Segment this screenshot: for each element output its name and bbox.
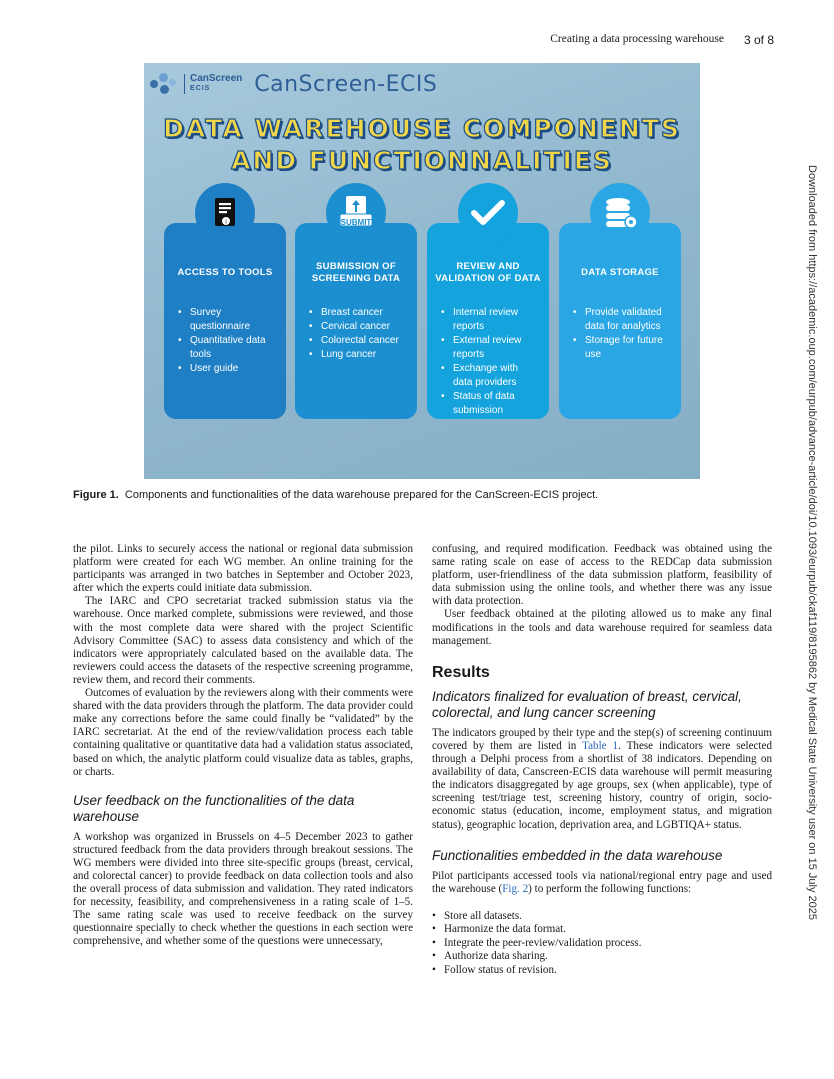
section-subheading: Functionalities embedded in the data warehouse — [432, 847, 723, 863]
list-item: • Harmonize the data format. — [432, 923, 772, 937]
card-submission — [295, 223, 417, 419]
logo-sub: ECIS — [190, 85, 211, 92]
card-item: • Exchange with data providers — [441, 362, 539, 390]
figure-caption — [73, 489, 598, 501]
card-item: • User guide — [178, 362, 276, 376]
submit-icon — [326, 183, 386, 243]
download-notice: Downloaded from https://academic.oup.com/eurpub/advance-article/doi/10.1093/eurpub/ckaf119/8195862 by Medical State University user on 15 July 2025 — [806, 165, 818, 920]
card-item: • Quantitative data tools — [178, 334, 276, 362]
paragraph — [432, 870, 772, 896]
paragraph — [432, 727, 772, 832]
paragraph: confusing, and required modification. Feedback was obtained using the same rating scale on ease of access to the REDCap data submission platform, user-friendliness of the data submission platform, feasibility of data submission using the online tools, and whether there was any issue with data protection. — [432, 543, 772, 608]
figure-title-line-1: DATA WAREHOUSE COMPONENTS — [163, 114, 681, 143]
card-list — [164, 298, 286, 376]
card-heading: ACCESS TO TOOLS — [177, 267, 273, 278]
card-list — [559, 298, 681, 362]
card-access-to-tools — [164, 223, 286, 419]
function-list — [432, 910, 772, 978]
paragraph: A workshop was organized in Brussels on 4–5 December 2023 to gather structured feedback from the data providers through breakout sessions. The WG members were divided into three site-specific groups (breast, cervical, and colorectal cancer) to provide feedback on data collection tools and also the overall process of data submission and validation. They rated indicators for necessity, feasibility, and comprehensiveness in a rating scale of 1–5. The same rating scale was used to receive feedback on the survey questionnaire specially to check whether the questions in each section were comprehensive, and whether some of the questions were unnecessary, — [73, 830, 413, 948]
card-item: • External review reports — [441, 334, 539, 362]
right-column — [432, 543, 772, 977]
card-review-validation — [427, 223, 549, 419]
paragraph: Outcomes of evaluation by the reviewers along with their comments were shared with the data providers through the platform. The data provider could make any corrections before the same could finally be “validated” by the IARC secretariat. At the end of the review/validation process each table containing qualitative or quantitative data had a validation status associated, based on which, the analytic platform could visualize data as tables, graphs, or charts. — [73, 687, 413, 778]
logo-wordmark — [184, 74, 242, 94]
paragraph: The IARC and CPO secretariat tracked submission status via the warehouse. Once marked complete, submissions were reviewed, and those with the most complete data were shared with the project Scientific Advisory Committee (SAC) to assess data consistency and which of the indicators were appropriately calculated based on the available data. The reviewers could access the datasets of the respective screening programme, review them, and record their comments. — [73, 595, 413, 686]
paragraph: User feedback obtained at the piloting allowed us to make any final modifications in the tools and data warehouse required for seamless data management. — [432, 608, 772, 647]
results-heading: Results — [432, 663, 490, 681]
card-item: • Breast cancer — [309, 306, 407, 320]
logo-dots-icon — [150, 71, 176, 97]
text-run: ) to perform the following functions: — [528, 882, 692, 895]
canscreen-logo — [150, 71, 437, 97]
fig-2-link[interactable]: Fig. 2 — [502, 882, 529, 895]
card-data-storage — [559, 223, 681, 419]
card-item: • Cervical cancer — [309, 320, 407, 334]
card-heading: SUBMISSION OF SCREENING DATA — [311, 261, 401, 284]
figure-title-line-2: AND FUNCTIONNALITIES — [231, 146, 613, 175]
caption-label: Figure 1. — [73, 489, 119, 501]
section-subheading: User feedback on the functionalities of the data warehouse — [73, 792, 355, 824]
running-head — [550, 33, 774, 47]
paragraph: the pilot. Links to securely access the national or regional data submission platform were created for each WG member. An online training for the participants was arranged in two batches in September and October 2023, after which the experts could initiate data submission. — [73, 543, 413, 595]
left-column — [73, 543, 413, 949]
card-item: • Provide validated data for analytics — [573, 306, 671, 334]
list-item: • Follow status of revision. — [432, 964, 772, 978]
list-item: • Store all datasets. — [432, 910, 772, 924]
section-subheading: Indicators finalized for evaluation of breast, cervical, colorectal, and lung cancer screening — [432, 688, 742, 720]
running-title: Creating a data processing warehouse — [550, 33, 724, 45]
card-heading: DATA STORAGE — [581, 267, 659, 278]
list-item: • Authorize data sharing. — [432, 950, 772, 964]
logo-word: CanScreen — [190, 73, 243, 84]
database-icon — [590, 183, 650, 243]
card-item: • Lung cancer — [309, 348, 407, 362]
list-item: • Integrate the peer-review/validation process. — [432, 937, 772, 951]
card-item: • Status of data submission — [441, 390, 539, 418]
card-item: • Survey questionnaire — [178, 306, 276, 334]
card-list — [427, 298, 549, 418]
table-1-link[interactable]: Table 1 — [582, 739, 619, 752]
figure-brand: CanScreen-ECIS — [254, 71, 438, 97]
caption-text: Components and functionalities of the data warehouse prepared for the CanScreen-ECIS project. — [124, 489, 599, 501]
checkmark-icon — [458, 183, 518, 243]
card-list — [295, 298, 417, 362]
text-run: . These indicators were selected through a Delphi process from a shortlist of 38 indicators. Depending on availability of data, Canscreen-ECIS data warehouse will permit measuring the indicators disaggregated by age groups, sex (when applicable), type of screening test/triage test, screening history, country of origin, socio-economic status (education, income, employment status, and migration status), geographic location, deprivation area, and LGBTIQA+ status. — [432, 739, 772, 831]
figure-1 — [144, 63, 700, 479]
svg-text:i: i — [225, 219, 227, 226]
submit-label: SUBMIT — [340, 218, 372, 227]
card-heading: REVIEW AND VALIDATION OF DATA — [435, 261, 541, 284]
card-item: • Colorectal cancer — [309, 334, 407, 348]
figure-title — [144, 113, 700, 177]
page-number: 3 of 8 — [743, 33, 774, 47]
card-item: • Internal review reports — [441, 306, 539, 334]
document-icon — [195, 183, 255, 243]
card-item: • Storage for future use — [573, 334, 671, 362]
text-run: Pilot participants accessed tools via national/regional entry page and used the warehouse ( — [432, 869, 772, 895]
text-run: The indicators grouped by their type and the step(s) of screening continuum covered by them are listed in — [432, 726, 772, 752]
